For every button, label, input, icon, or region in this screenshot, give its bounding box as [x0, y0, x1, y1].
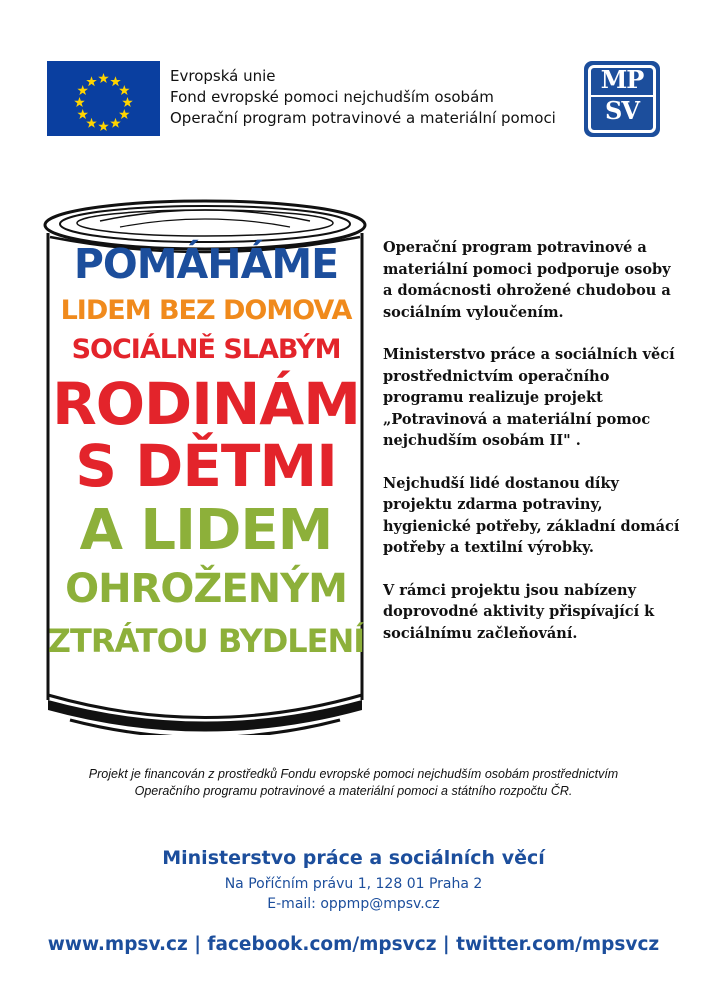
mpsv-logo [584, 61, 660, 137]
eu-flag-icon [47, 61, 160, 136]
body-text [383, 237, 683, 665]
slogan-line-5: S DĚTMI [75, 432, 337, 500]
funding-line: Projekt je financován z prostředků Fondu evropské pomoci nejchudším osobám prostřednictvím [88, 767, 619, 781]
web-links [0, 934, 707, 955]
twitter-link[interactable]: twitter.com/mpsvcz [456, 934, 660, 955]
eu-line: Operační program potravinové a materiální pomoci [170, 109, 556, 127]
link-separator: | [436, 934, 457, 955]
slogan-line-6: A LIDEM [79, 498, 333, 563]
eu-program-text [170, 66, 556, 129]
email[interactable]: E-mail: oppmp@mpsv.cz [267, 896, 440, 912]
facebook-link[interactable]: facebook.com/mpsvcz [207, 934, 437, 955]
slogan-line-3: SOCIÁLNĚ SLABÝM [71, 334, 341, 365]
slogan-line-1: POMÁHÁME [73, 240, 339, 288]
body-paragraph: Nejchudší lidé dostanou díky projektu zdarma potraviny, hygienické potřeby, základní domácí potřeby a textilní výrobky. [383, 474, 680, 556]
body-paragraph: Operační program potravinové a materiální pomoci podporuje osoby a domácnosti ohrožené chudobou a sociálním vyloučením. [383, 239, 671, 321]
eu-line: Fond evropské pomoci nejchudším osobám [170, 88, 494, 106]
eu-line: Evropská unie [170, 67, 276, 85]
ministry-name: Ministerstvo práce a sociálních věcí [162, 847, 545, 869]
funding-note [20, 766, 687, 800]
slogan-line-4: RODINÁM [52, 370, 360, 438]
mpsv-logo-line2: SV [605, 96, 639, 125]
website-link[interactable]: www.mpsv.cz [47, 934, 188, 955]
slogan-line-2: LIDEM BEZ DOMOVA [60, 295, 352, 326]
slogan-line-7: OHROŽENÝM [65, 566, 347, 612]
body-paragraph: V rámci projektu jsou nabízeny doprovodné aktivity přispívající k sociálnímu začleňování. [383, 581, 655, 642]
funding-line: Operačního programu potravinové a materiální pomoci a státního rozpočtu ČR. [134, 784, 573, 798]
address: Na Poříčním právu 1, 128 01 Praha 2 [224, 876, 483, 892]
link-separator: | [187, 934, 208, 955]
contact-block [0, 874, 707, 914]
mpsv-logo-line1: MP [600, 65, 644, 94]
slogan-line-8: ZTRÁTOU BYDLENÍ [47, 622, 365, 660]
body-paragraph: Ministerstvo práce a sociálních věcí prostřednictvím operačního programu realizuje projekt „Potravinová a materiální pomoc nejchudším osobám II" . [383, 346, 675, 449]
